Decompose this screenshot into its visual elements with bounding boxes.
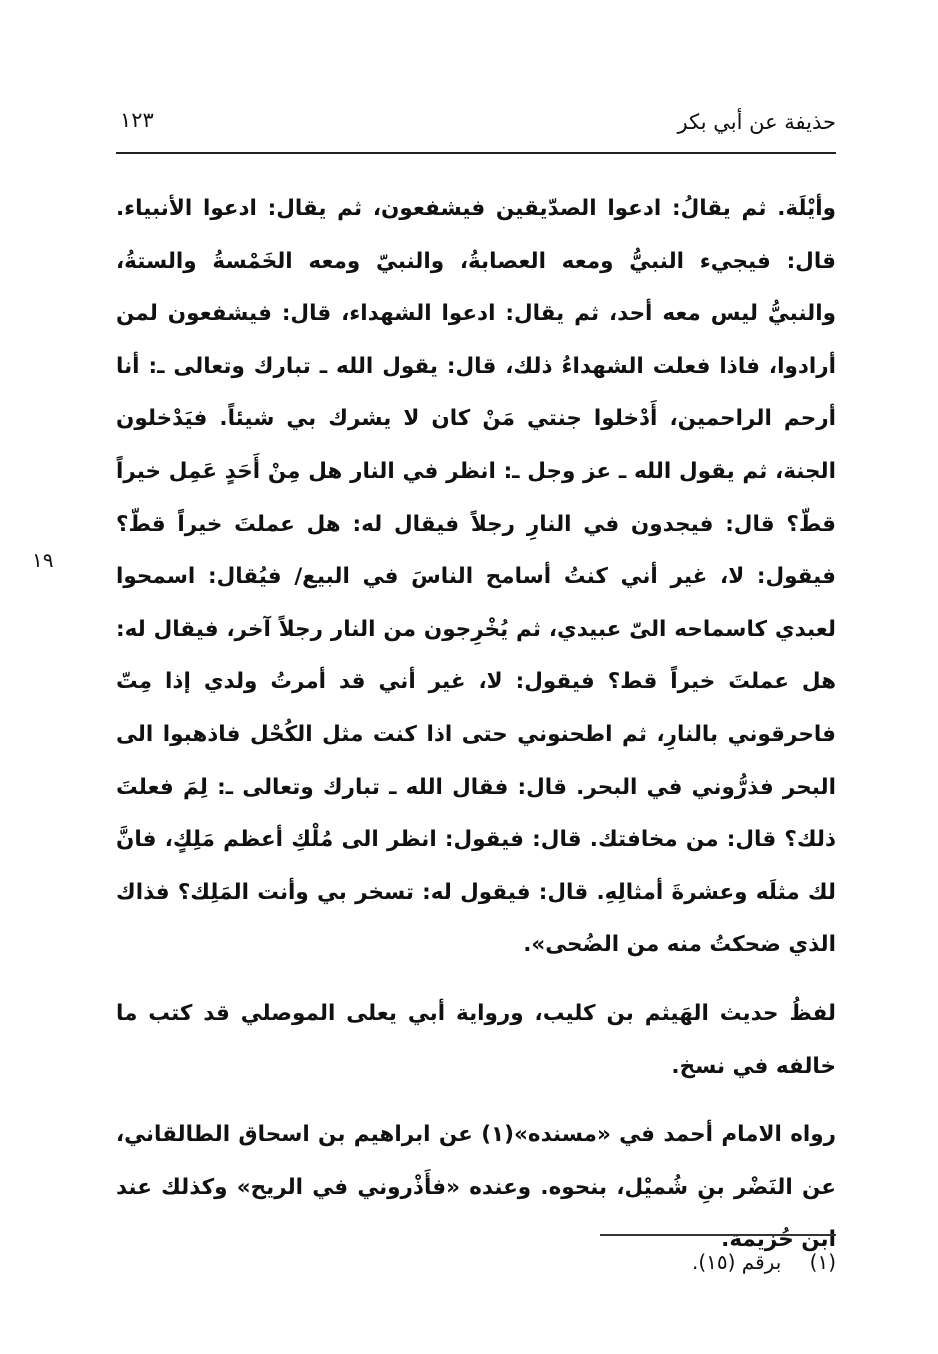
paragraph-wording-note: لفظُ حديث الهَيثم بن كليب، ورواية أبي يعلى الموصلي قد كتب ما خالفه في نسخ. <box>116 1000 836 1079</box>
paragraph-narration: رواه الامام أحمد في «مسنده»(١) عن ابراهيم بن اسحاق الطالقاني، عن النَضْر بنِ شُميْل، بنحوه. وعنده «فأَذْروني في الريح» وكذلك عند ابن خُزيمة. <box>116 1122 836 1253</box>
body-text <box>116 183 836 1267</box>
page-number: ١٢٣ <box>120 108 154 132</box>
footnote-number: (١) <box>809 1250 836 1274</box>
footnote <box>116 1250 836 1274</box>
footnote-text: برقم (١٥). <box>691 1250 782 1274</box>
paragraph-hadith: وأيْلَة. ثم يقالُ: ادعوا الصدّيقين فيشفعون، ثم يقال: ادعوا الأنبياء. قال: فيجيء النبيُّ ومعه العصابةُ، والنبيّ ومعه الخَمْسةُ والستةُ، والنبيُّ ليس معه أحد، ثم يقال: ادعوا الشهداء، قال: فيشفعون لمن أرادوا، فاذا فعلت الشهداءُ ذلك، قال: يقول الله ـ تبارك وتعالى ـ: أنا أرحم الراحمين، أَدْخلوا جنتي مَنْ كان لا يشرك بي شيئاً. فيَدْخلون الجنة، ثم يقول الله ـ عز وجل ـ: انظر في النار هل مِنْ أَحَدٍ عَمِل خيراً قطّ؟ قال: فيجدون في النارِ رجلاً فيقال له: هل عملتَ خيراً قطّ؟ فيقول: لا، غير أني كنتُ أسامح الناسَ في البيع/ فيُقال: اسمحوا لعبدي كاسماحه الىّ عبيدي، ثم يُخْرِجون من النار رجلاً آخر، فيقال له: هل عملتَ خيراً قط؟ فيقول: لا، غير أني قد أمرتُ ولدي إذا مِتّ فاحرقوني بالنارِ، ثم اطحنوني حتى اذا كنت مثل الكُحْل فاذهبوا الى البحر فذرُّوني في البحر. قال: فقال الله ـ تبارك وتعالى ـ: لِمَ فعلتَ ذلك؟ قال: من مخافتك. قال: فيقول: انظر الى مُلْكِ أعظم مَلِكٍ، فانَّ لك مثلَه وعشرةَ أمثالِهِ. قال: فيقول له: تسخر بي وأنت المَلِك؟ فذاك الذي ضحكتُ منه من الضُحى». <box>116 196 836 958</box>
page-header <box>116 102 836 146</box>
header-rule <box>116 152 836 154</box>
running-head: حذيفة عن أبي بكر <box>677 110 836 134</box>
margin-note: ١٩ <box>32 548 54 572</box>
footnote-rule <box>600 1234 836 1236</box>
